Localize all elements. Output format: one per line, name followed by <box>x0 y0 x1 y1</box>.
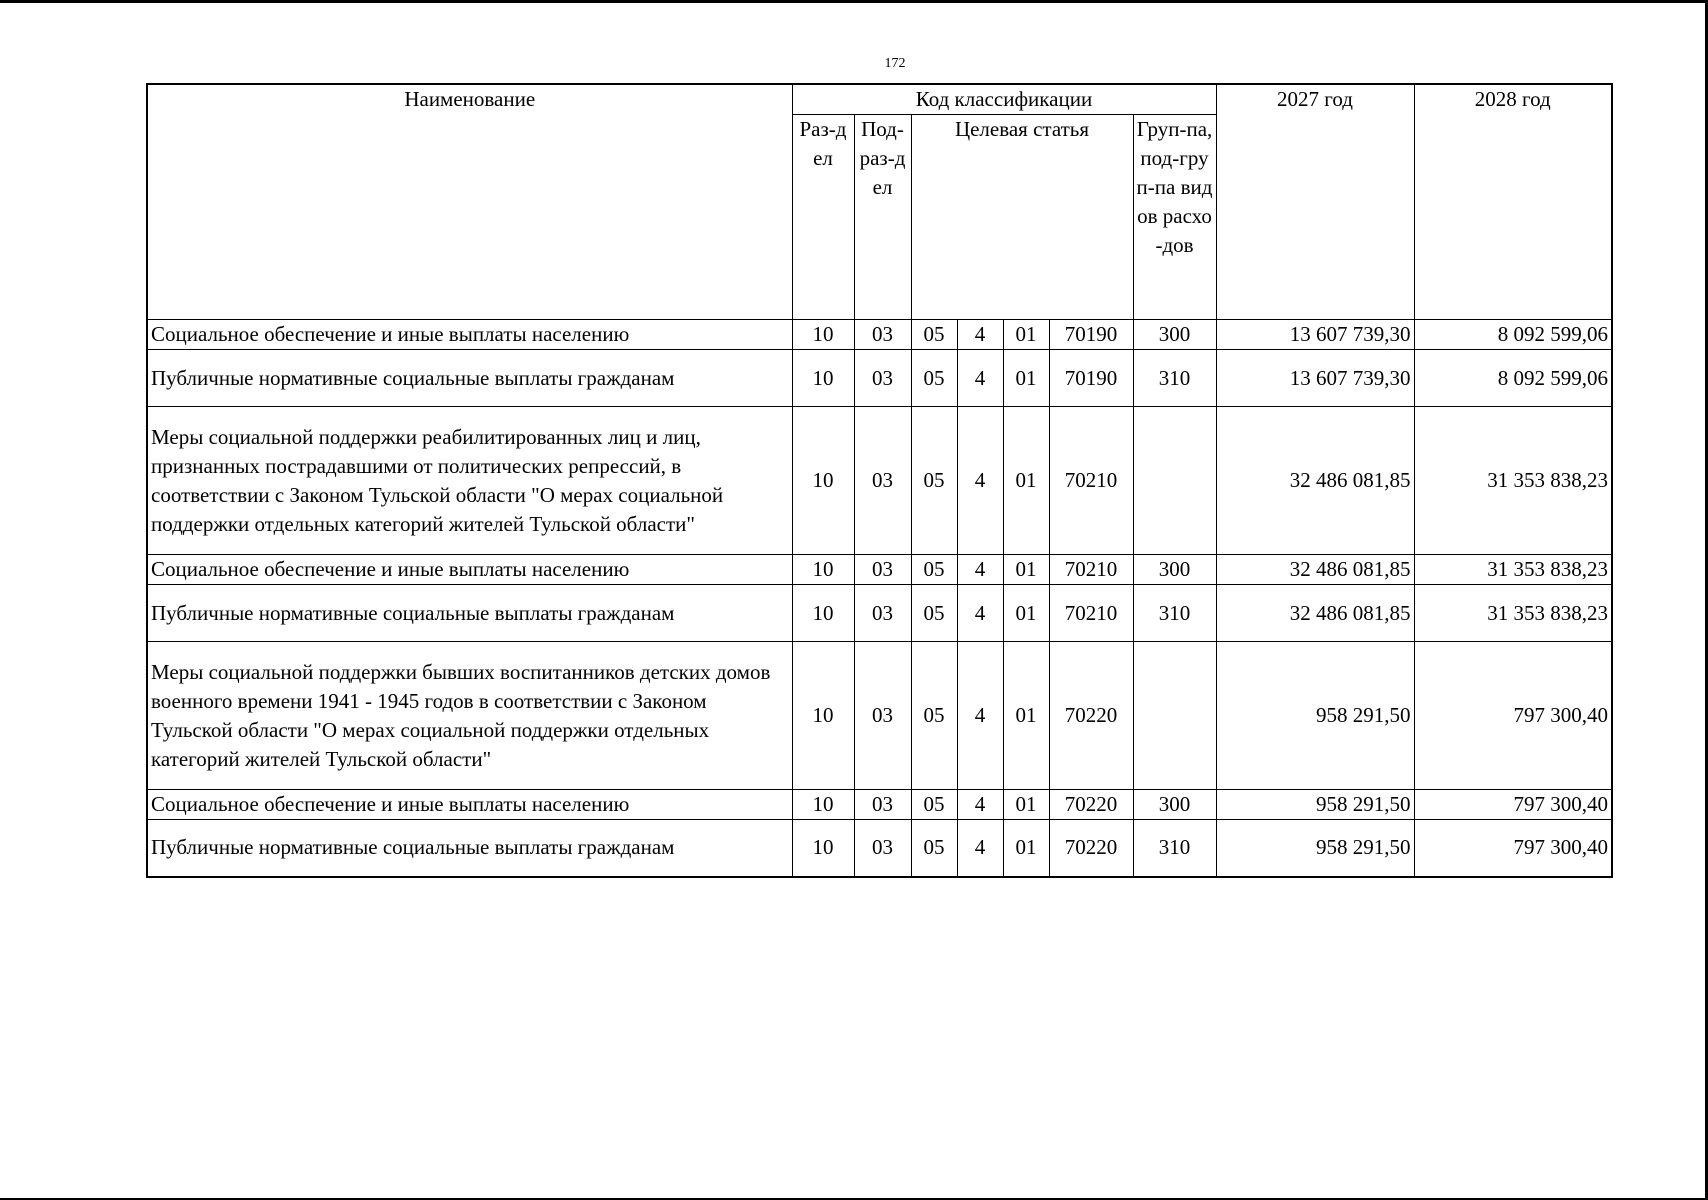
table-body <box>147 320 1612 877</box>
row-target-type: 4 <box>957 350 1003 407</box>
row-target-program: 05 <box>911 790 957 820</box>
header-code-group: Код классификации <box>792 84 1216 115</box>
row-target-subprogram: 01 <box>1003 585 1049 642</box>
row-expense-type: 310 <box>1133 585 1216 642</box>
table-row <box>147 555 1612 585</box>
table-row <box>147 320 1612 350</box>
table-header <box>147 84 1612 320</box>
row-target-type: 4 <box>957 320 1003 350</box>
row-target-program: 05 <box>911 350 957 407</box>
row-amount-2027: 958 291,50 <box>1216 820 1414 877</box>
row-name: Меры социальной поддержки бывших воспитанников детских домов военного времени 1941 - 1945 годов в соответствии с Законом Тульской области "О мерах социальной поддержки отдельных категорий жителей Тульской области" <box>147 642 792 790</box>
header-year-2028: 2028 год <box>1414 84 1612 320</box>
header-target-article: Целевая статья <box>911 115 1133 320</box>
row-target-subprogram: 01 <box>1003 642 1049 790</box>
table-row <box>147 350 1612 407</box>
row-target-type: 4 <box>957 790 1003 820</box>
table-row <box>147 820 1612 877</box>
row-target-program: 05 <box>911 407 957 555</box>
row-target-type: 4 <box>957 555 1003 585</box>
row-subsection: 03 <box>854 407 911 555</box>
row-amount-2028: 797 300,40 <box>1414 642 1612 790</box>
row-amount-2027: 13 607 739,30 <box>1216 350 1414 407</box>
row-amount-2027: 32 486 081,85 <box>1216 585 1414 642</box>
row-subsection: 03 <box>854 585 911 642</box>
row-expense-type: 300 <box>1133 320 1216 350</box>
row-target-direction: 70190 <box>1049 320 1133 350</box>
row-target-program: 05 <box>911 585 957 642</box>
row-subsection: 03 <box>854 320 911 350</box>
row-target-type: 4 <box>957 407 1003 555</box>
row-target-direction: 70220 <box>1049 642 1133 790</box>
row-target-type: 4 <box>957 585 1003 642</box>
row-target-direction: 70210 <box>1049 555 1133 585</box>
scan-border-top <box>0 0 1708 3</box>
header-section: Раз-дел <box>792 115 854 320</box>
row-amount-2028: 8 092 599,06 <box>1414 350 1612 407</box>
row-section: 10 <box>792 790 854 820</box>
row-section: 10 <box>792 585 854 642</box>
row-target-direction: 70220 <box>1049 790 1133 820</box>
row-target-program: 05 <box>911 320 957 350</box>
row-target-type: 4 <box>957 642 1003 790</box>
row-target-subprogram: 01 <box>1003 820 1049 877</box>
row-amount-2028: 31 353 838,23 <box>1414 407 1612 555</box>
row-target-direction: 70220 <box>1049 820 1133 877</box>
row-name: Социальное обеспечение и иные выплаты населению <box>147 555 792 585</box>
table-row <box>147 585 1612 642</box>
row-target-program: 05 <box>911 555 957 585</box>
row-amount-2027: 32 486 081,85 <box>1216 555 1414 585</box>
row-amount-2027: 13 607 739,30 <box>1216 320 1414 350</box>
budget-table <box>146 83 1613 878</box>
row-expense-type: 300 <box>1133 555 1216 585</box>
row-target-direction: 70190 <box>1049 350 1133 407</box>
row-section: 10 <box>792 350 854 407</box>
row-amount-2028: 8 092 599,06 <box>1414 320 1612 350</box>
row-expense-type: 310 <box>1133 350 1216 407</box>
row-expense-type: 310 <box>1133 820 1216 877</box>
row-target-subprogram: 01 <box>1003 790 1049 820</box>
row-section: 10 <box>792 320 854 350</box>
row-name: Социальное обеспечение и иные выплаты населению <box>147 320 792 350</box>
row-target-subprogram: 01 <box>1003 407 1049 555</box>
page-number: 172 <box>884 56 906 71</box>
row-subsection: 03 <box>854 350 911 407</box>
row-section: 10 <box>792 407 854 555</box>
row-amount-2027: 958 291,50 <box>1216 790 1414 820</box>
row-amount-2028: 797 300,40 <box>1414 820 1612 877</box>
row-name: Меры социальной поддержки реабилитированных лиц и лиц, признанных пострадавшими от политических репрессий, в соответствии с Законом Тульской области "О мерах социальной поддержки отдельных категорий жителей Тульской области" <box>147 407 792 555</box>
row-name: Социальное обеспечение и иные выплаты населению <box>147 790 792 820</box>
row-name: Публичные нормативные социальные выплаты гражданам <box>147 820 792 877</box>
header-expense-group: Груп-па, под-груп-па видов расхо-дов <box>1133 115 1216 320</box>
row-section: 10 <box>792 555 854 585</box>
row-target-program: 05 <box>911 820 957 877</box>
header-subsection: Под-раз-дел <box>854 115 911 320</box>
row-target-subprogram: 01 <box>1003 555 1049 585</box>
row-expense-type <box>1133 642 1216 790</box>
row-target-type: 4 <box>957 820 1003 877</box>
row-amount-2028: 31 353 838,23 <box>1414 585 1612 642</box>
row-subsection: 03 <box>854 790 911 820</box>
row-amount-2028: 797 300,40 <box>1414 790 1612 820</box>
row-expense-type: 300 <box>1133 790 1216 820</box>
row-section: 10 <box>792 820 854 877</box>
row-expense-type <box>1133 407 1216 555</box>
row-target-program: 05 <box>911 642 957 790</box>
row-target-subprogram: 01 <box>1003 320 1049 350</box>
row-subsection: 03 <box>854 642 911 790</box>
row-section: 10 <box>792 642 854 790</box>
row-amount-2027: 958 291,50 <box>1216 642 1414 790</box>
row-subsection: 03 <box>854 555 911 585</box>
row-target-direction: 70210 <box>1049 407 1133 555</box>
table-row <box>147 642 1612 790</box>
row-target-direction: 70210 <box>1049 585 1133 642</box>
header-name: Наименование <box>147 84 792 320</box>
row-amount-2027: 32 486 081,85 <box>1216 407 1414 555</box>
row-name: Публичные нормативные социальные выплаты гражданам <box>147 350 792 407</box>
row-subsection: 03 <box>854 820 911 877</box>
table-row <box>147 790 1612 820</box>
row-name: Публичные нормативные социальные выплаты гражданам <box>147 585 792 642</box>
table-row <box>147 407 1612 555</box>
header-year-2027: 2027 год <box>1216 84 1414 320</box>
row-amount-2028: 31 353 838,23 <box>1414 555 1612 585</box>
row-target-subprogram: 01 <box>1003 350 1049 407</box>
